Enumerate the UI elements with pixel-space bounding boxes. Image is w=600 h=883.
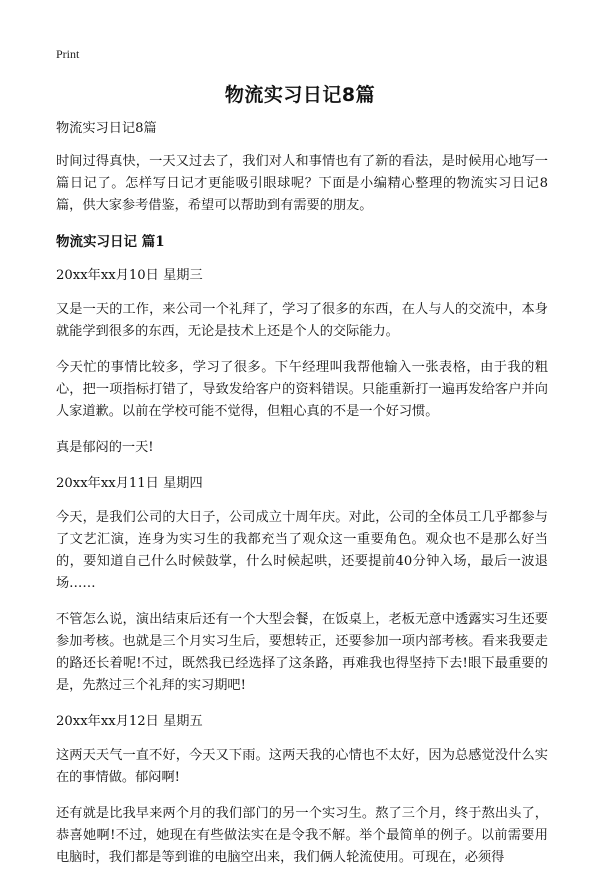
intro-paragraph: 时间过得真快，一天又过去了，我们对人和事情也有了新的看法，是时候用心地写一篇日记了。怎样写日记才更能吸引眼球呢？下面是小编精心整理的物流实习日记8篇，供大家参考借鉴，希望可以帮助到有需要的朋友。 <box>56 154 548 213</box>
diary-date: 20xx年xx月12日 星期五 <box>56 714 203 729</box>
print-label: Print <box>56 47 80 61</box>
diary-date: 20xx年xx月10日 星期三 <box>56 268 203 283</box>
section-heading: 物流实习日记 篇1 <box>56 234 165 250</box>
paragraph: 真是郁闷的一天! <box>56 440 154 455</box>
paragraph: 又是一天的工作，来公司一个礼拜了，学习了很多的东西，在人与人的交流中，本身就能学到很多的东西，无论是技术上还是个人的交际能力。 <box>56 302 548 339</box>
paragraph: 这两天天气一直不好，今天又下雨。这两天我的心情也不太好，因为总感觉没什么实在的事情做。郁闷啊! <box>56 748 548 785</box>
article-body <box>56 118 548 883</box>
paragraph: 今天，是我们公司的大日子，公司成立十周年庆。对此，公司的全体员工几乎都参与了文艺汇演，连身为实习生的我都充当了观众这一重要角色。观众也不是那么好当的，要知道自己什么时候鼓掌，什么时候起哄，还要提前40分钟入场，最后一波退场…… <box>56 510 548 591</box>
article-subtitle: 物流实习日记8篇 <box>56 121 157 136</box>
page-title: 物流实习日记8篇 <box>224 84 376 106</box>
diary-date: 20xx年xx月11日 星期四 <box>56 476 203 491</box>
paragraph: 还有就是比我早来两个月的我们部门的另一个实习生。熬了三个月，终于熬出头了，恭喜她啊!不过，她现在有些做法实在是令我不解。举个最简单的例子。以前需要用电脑时，我们都是等到谁的电脑空出来，我们俩人轮流使用。可现在，必须得 <box>56 806 548 865</box>
paragraph: 不管怎么说，演出结束后还有一个大型会餐，在饭桌上，老板无意中透露实习生还要参加考核。也就是三个月实习生后，要想转正，还要参加一项内部考核。看来我要走的路还长着呢!不过，既然我已经选择了这条路，再难我也得坚持下去!眼下最重要的是，先熬过三个礼拜的实习期吧! <box>56 612 548 693</box>
paragraph: 今天忙的事情比较多，学习了很多。下午经理叫我帮他输入一张表格，由于我的粗心，把一项指标打错了，导致发给客户的资料错误。只能重新打一遍再发给客户并向人家道歉。以前在学校可能不觉得，但粗心真的不是一个好习惯。 <box>56 360 548 419</box>
